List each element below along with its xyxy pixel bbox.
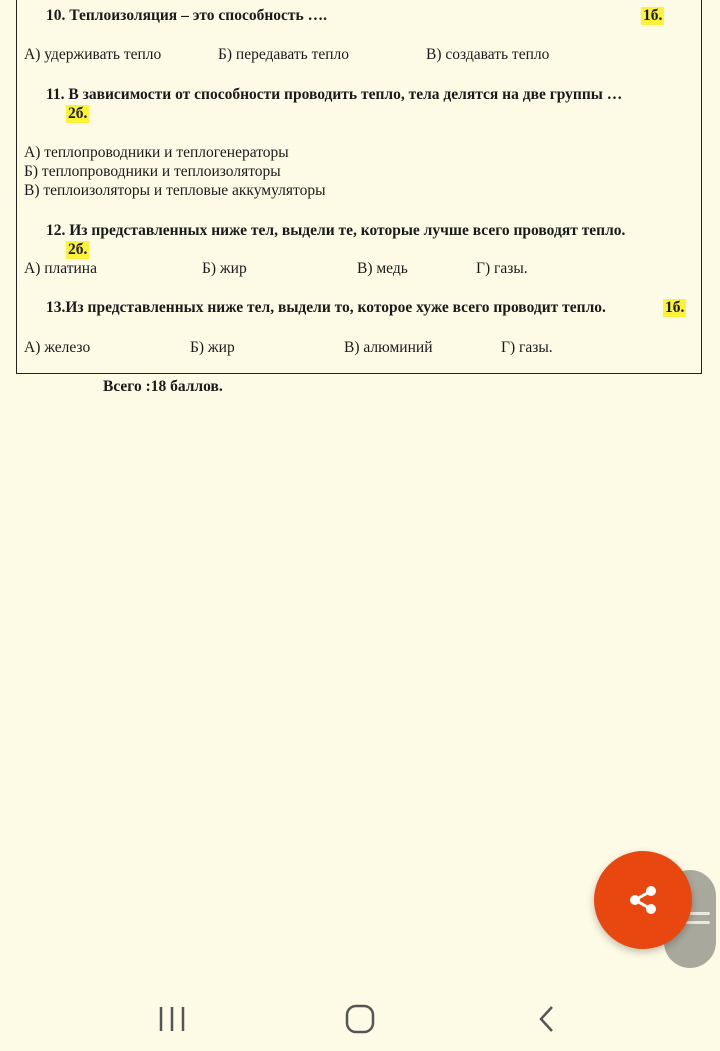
q10-option-c: В) создавать тепло xyxy=(426,46,550,63)
recents-icon xyxy=(157,1004,187,1034)
question-13: 13.Из представленных ниже тел, выдели то, которое хуже всего проводит тепло. xyxy=(46,299,606,316)
q13-option-b: Б) жир xyxy=(190,339,235,356)
question-12: 12. Из представленных ниже тел, выдели те, которые лучше всего проводят тепло. xyxy=(46,222,626,239)
q12-option-b: Б) жир xyxy=(202,260,247,277)
q10-option-a: А) удерживать тепло xyxy=(24,46,162,63)
home-icon xyxy=(344,1003,376,1035)
question-13-points: 1б. xyxy=(665,299,685,316)
question-11-points: 2б. xyxy=(68,105,88,122)
question-11: 11. В зависимости от способности проводить тепло, тела делятся на две группы … xyxy=(46,86,623,103)
question-10: 10. Теплоизоляция – это способность …. xyxy=(46,7,327,24)
q11-option-a: А) теплопроводники и теплогенераторы xyxy=(24,144,289,161)
q12-option-a: А) платина xyxy=(24,260,97,277)
handle-bar xyxy=(684,921,710,924)
q13-option-d: Г) газы. xyxy=(501,339,553,356)
question-12-points: 2б. xyxy=(68,241,88,258)
q13-option-a: А) железо xyxy=(24,339,91,356)
back-button[interactable] xyxy=(517,999,577,1039)
q12-option-d: Г) газы. xyxy=(476,260,528,277)
q11-option-b: Б) теплопроводники и теплоизоляторы xyxy=(24,163,281,180)
total-score: Всего :18 баллов. xyxy=(103,378,223,395)
back-icon xyxy=(532,1004,562,1034)
question-10-points: 1б. xyxy=(643,7,663,24)
q12-option-c: В) медь xyxy=(357,260,408,277)
q13-option-c: В) алюминий xyxy=(344,339,433,356)
share-icon xyxy=(626,883,660,917)
recents-button[interactable] xyxy=(142,999,202,1039)
system-navigation-bar xyxy=(0,985,720,1051)
home-button[interactable] xyxy=(330,999,390,1039)
share-button[interactable] xyxy=(594,851,692,949)
q10-option-b: Б) передавать тепло xyxy=(218,46,350,63)
q11-option-c: В) теплоизоляторы и тепловые аккумуляторы xyxy=(24,182,326,199)
